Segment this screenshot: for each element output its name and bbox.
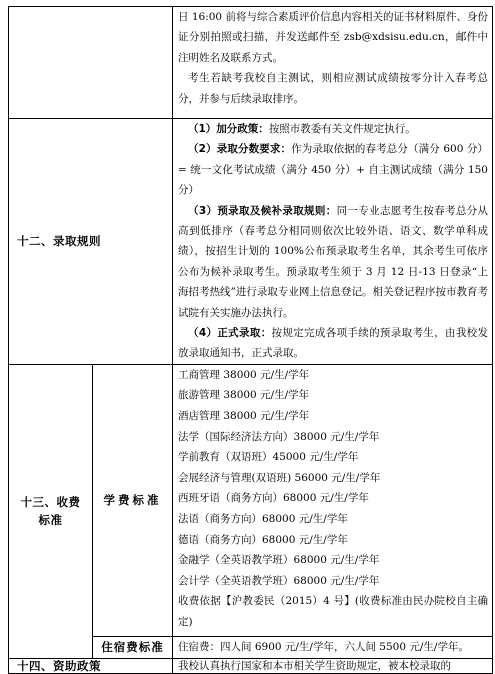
fee-basis: 收费依据【沪教委民（2015）4 号】(收费标准由民办院校自主确定) <box>178 595 488 628</box>
aid-text-cell <box>173 658 493 673</box>
rule-label: （4）正式录取： <box>188 327 272 340</box>
rule-text: 同一专业志愿考生按春考总分从高到低排序（春考总分相同则依次比较外语、语文、数学单科成绩），按招生计划的 100%公布预录取考生名单，其余考生可依序公布为候补录取考生。预录取考生须于 3 月 12 日-13 日登录“上海招考热线”进行录取专业网上信息登记。相关登记程序按市教育考试院有关实施办法执行。 <box>178 204 489 319</box>
tuition-item: 法语（商务方向）68000 元/生/学年 <box>178 513 348 526</box>
tuition-item: 金融学（全英语教学班）68000 元/生/学年 <box>178 554 380 567</box>
tuition-list <box>173 364 493 636</box>
rule-label: （2）录取分数要求： <box>188 143 292 156</box>
rule-text: 按照市教委有关文件规定执行。 <box>268 123 416 135</box>
rule-label: （3）预录取及候补录取规则： <box>188 204 337 217</box>
tuition-item: 法学（国际经济法方向）38000 元/生/学年 <box>178 430 380 443</box>
table-row-tuition <box>9 364 493 636</box>
rule-text: 按规定完成各项手续的预录取考生，由我校发放录取通知书，正式录取。 <box>178 327 488 360</box>
admission-rules-table <box>8 6 493 674</box>
rule-item-4 <box>178 323 488 364</box>
tuition-item: 西班牙语（商务方向）68000 元/生/学年 <box>178 492 369 505</box>
table-row-admission-rules <box>9 119 493 365</box>
rule-item-1 <box>178 119 488 139</box>
lodging-text: 住宿费：四人间 6900 元/生/学年，六人间 5500 元/生/学年。 <box>173 636 493 658</box>
tuition-label: 学费标准 <box>93 364 173 636</box>
prev-paragraph-1: 日 16:00 前将与综合素质评价信息内容相关的证书材料原件、身份证分别拍照或扫描，并发送邮件至 zsb@xdsisu.edu.cn，邮件中注明姓名及联系方式。 <box>178 11 488 64</box>
tuition-item: 学前教育（双语班）45000 元/生/学年 <box>178 451 359 464</box>
section-title-fees: 十三、收费标准 <box>9 364 93 658</box>
empty-header-cell <box>9 7 173 119</box>
tuition-item: 会展经济与管理(双语班) 56000 元/生/学年 <box>178 471 381 484</box>
rule-text: 作为录取依据的春考总分（满分 600 分）= 统一文化考试成绩（满分 450 分）+ 自主测试成绩（满分 150 分） <box>178 143 488 197</box>
prev-content-cell <box>173 7 493 119</box>
table-row-aid <box>9 658 493 673</box>
tuition-item: 旅游管理 38000 元/生/学年 <box>178 389 310 402</box>
admission-rules-content <box>173 119 493 365</box>
rule-label: （1）加分政策： <box>188 123 269 135</box>
tuition-item: 工商管理 38000 元/生/学年 <box>178 368 310 381</box>
section-title-aid-text: 十四、资助政策 <box>17 658 101 673</box>
prev-paragraph-2: 考生若缺考我校自主测试，则相应测试成绩按零分计入春考总分，并参与后续录取排序。 <box>178 72 488 105</box>
tuition-item: 德语（商务方向）68000 元/生/学年 <box>178 533 348 546</box>
rule-item-2 <box>178 139 488 200</box>
tuition-item: 酒店管理 38000 元/生/学年 <box>178 410 310 423</box>
section-title-aid <box>9 658 173 673</box>
tuition-item: 会计学（全英语教学班）68000 元/生/学年 <box>178 574 380 587</box>
table-row-prev <box>9 7 493 119</box>
section-title-admission-rules: 十二、录取规则 <box>9 119 173 365</box>
aid-text: 我校认真执行国家和本市相关学生资助规定，被本校录取的 <box>178 659 451 672</box>
lodging-label: 住宿费标准 <box>93 636 173 658</box>
rule-item-3 <box>178 201 488 323</box>
